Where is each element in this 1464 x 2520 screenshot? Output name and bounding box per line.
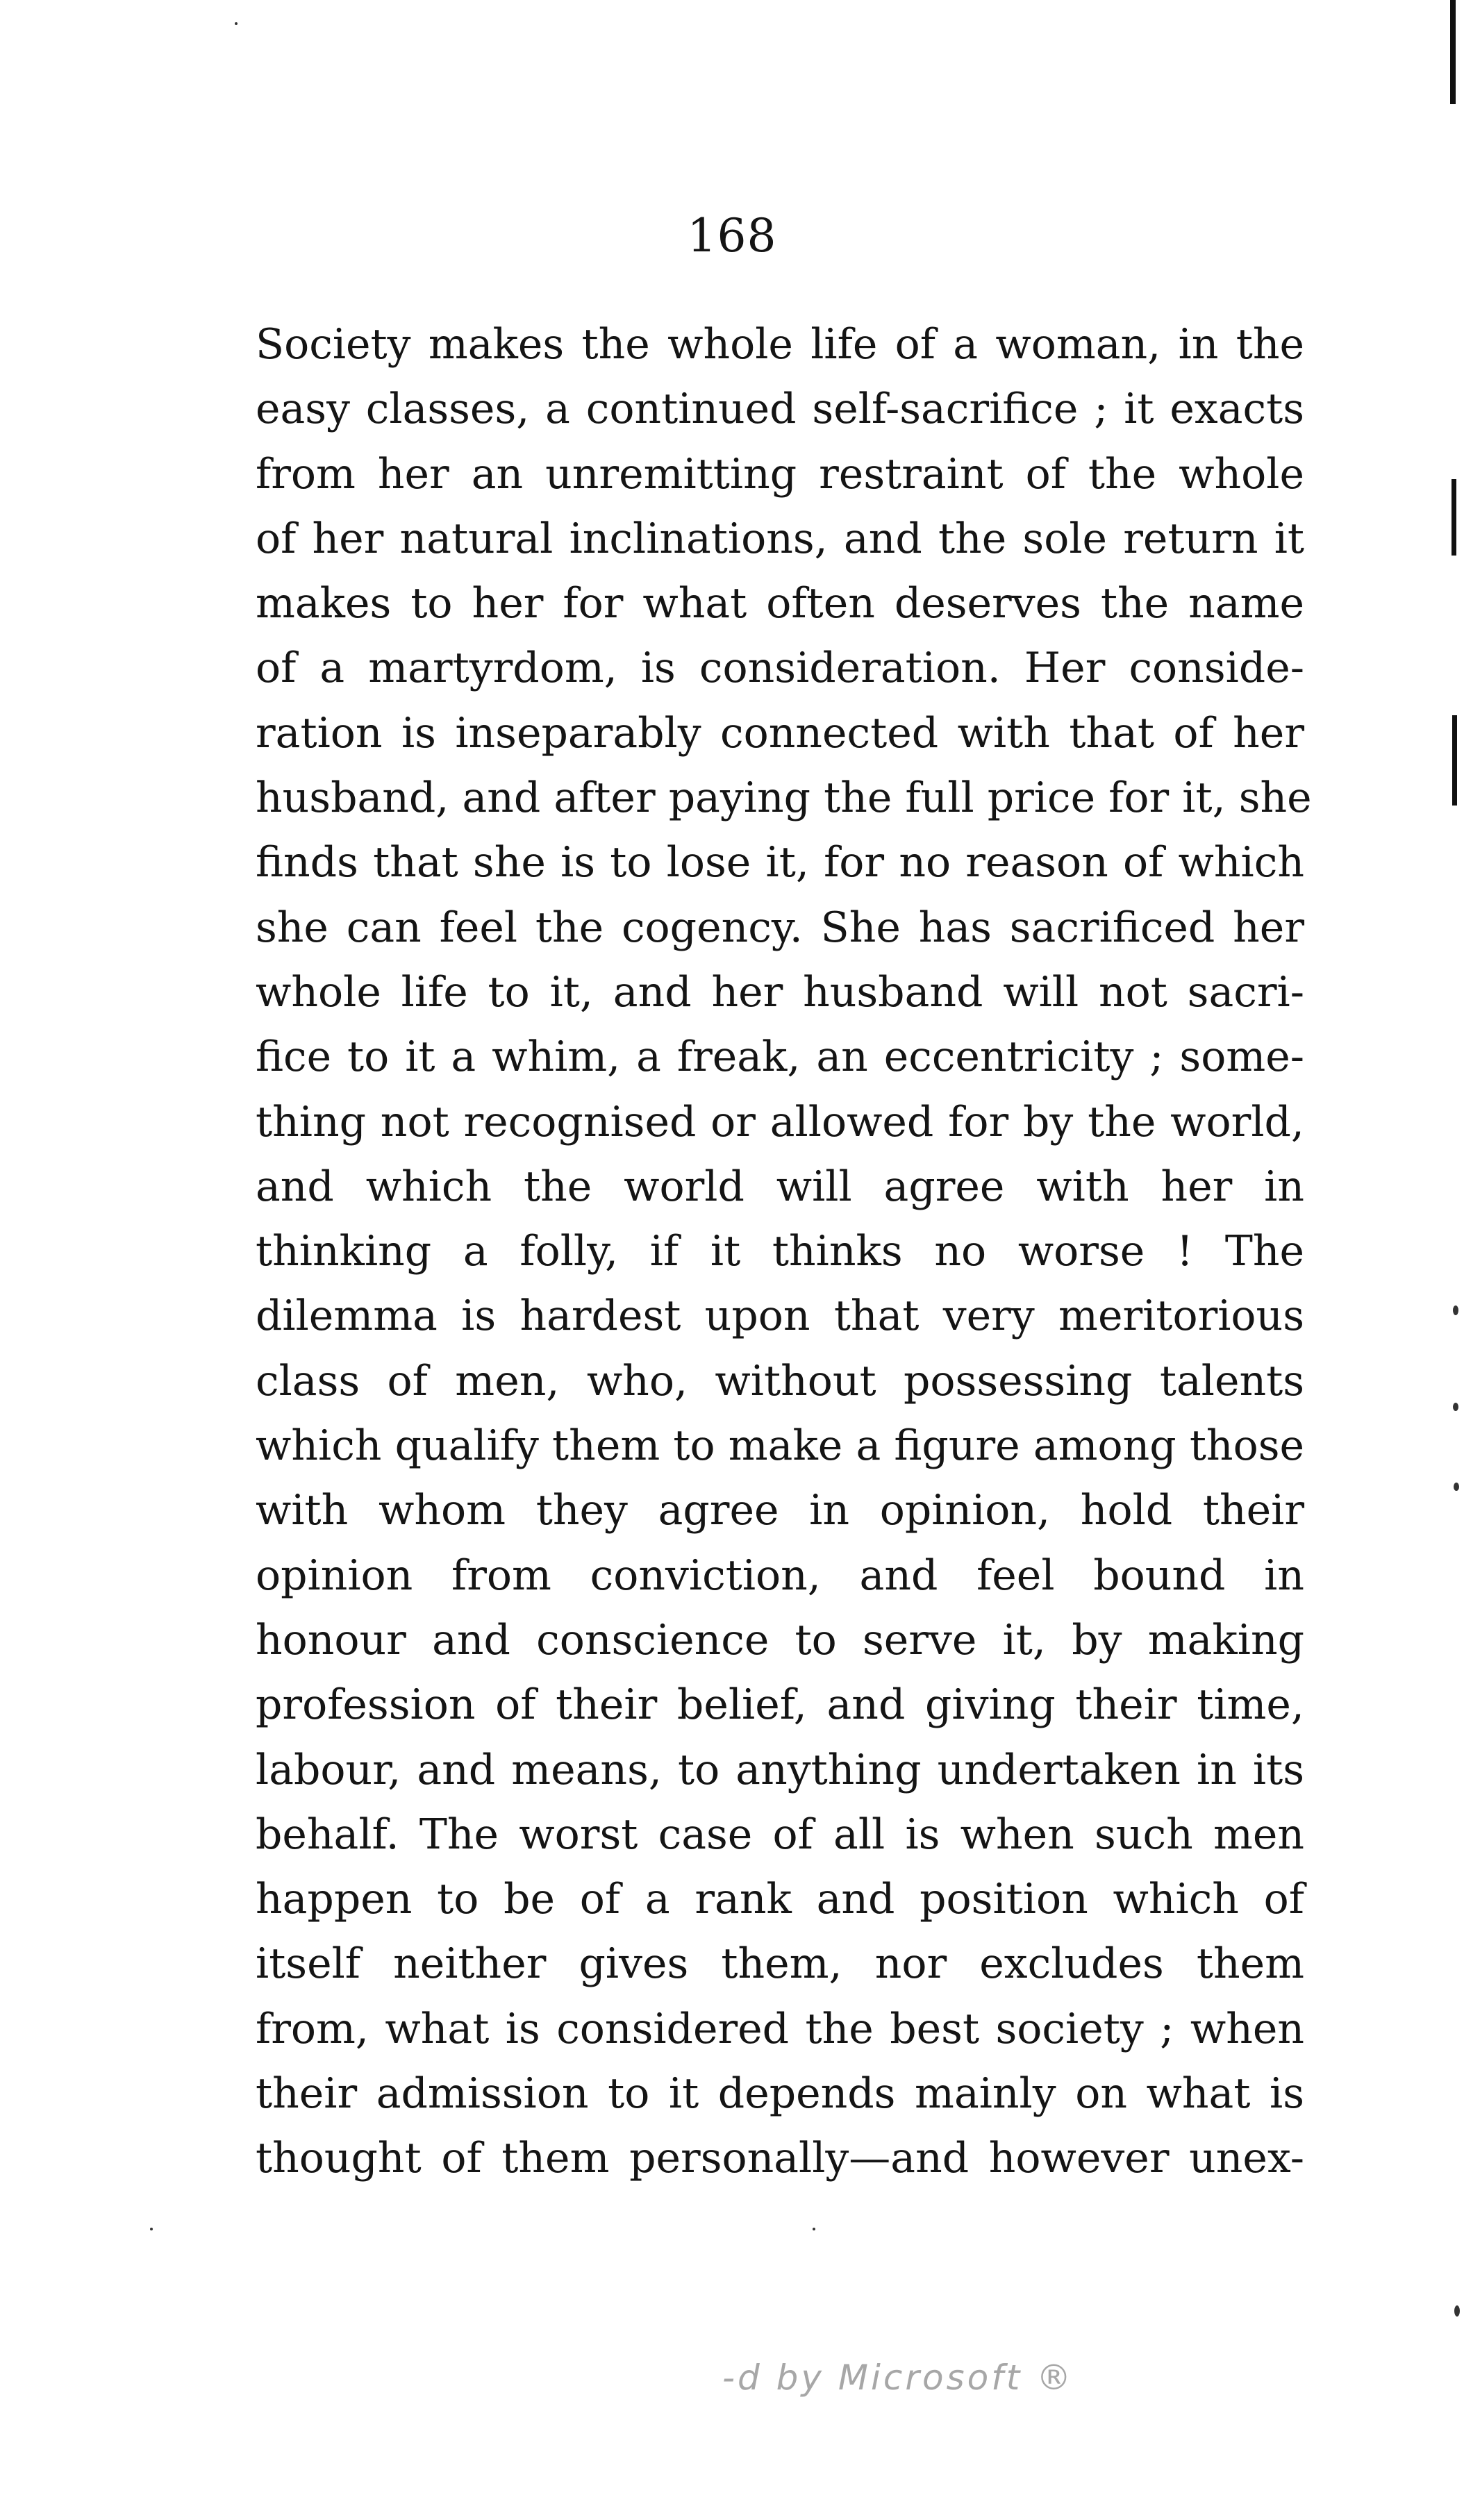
text-line: of her natural inclinations, and the sole return it <box>256 514 1304 563</box>
scan-speck <box>1454 2305 1460 2317</box>
text-line: itself neither gives them, nor excludes them <box>256 1939 1304 1989</box>
scan-speck <box>813 2228 815 2230</box>
text-line: of a martyrdom, is consideration. Her conside- <box>256 644 1304 693</box>
text-line: easy classes, a continued self-sacrifice ; it exacts <box>256 385 1304 434</box>
scan-speck <box>150 2228 153 2230</box>
scan-edge-mark <box>1450 0 1456 104</box>
scan-speck <box>235 22 238 25</box>
text-line: from her an unremitting restraint of the whole <box>256 449 1304 499</box>
text-line: finds that she is to lose it, for no reason of which <box>256 838 1304 887</box>
text-line: thought of them personally—and however unex- <box>256 2134 1304 2183</box>
text-line: thing not recognised or allowed for by the world, <box>256 1097 1304 1146</box>
text-line: happen to be of a rank and position which of <box>256 1875 1304 1924</box>
scan-edge-mark <box>1451 479 1456 556</box>
text-line: makes to her for what often deserves the name <box>256 579 1304 628</box>
text-line: Society makes the whole life of a woman, in the <box>256 320 1304 369</box>
scan-edge-mark <box>1452 715 1457 806</box>
text-line: ration is inseparably connected with that of her <box>256 708 1304 758</box>
scan-speck <box>1453 1403 1458 1411</box>
text-line: with whom they agree in opinion, hold their <box>256 1486 1304 1535</box>
text-line: from, what is considered the best society ; when <box>256 2004 1304 2053</box>
text-line: fice to it a whim, a freak, an eccentricity ; some- <box>256 1033 1304 1082</box>
text-line: their admission to it depends mainly on what is <box>256 2069 1304 2119</box>
text-line: thinking a folly, if it thinks no worse ! The <box>256 1227 1304 1276</box>
text-line: class of men, who, without possessing talents <box>256 1356 1304 1405</box>
text-line: dilemma is hardest upon that very meritorious <box>256 1292 1304 1341</box>
page-number: 168 <box>687 209 777 262</box>
text-line: opinion from conviction, and feel bound in <box>256 1551 1304 1600</box>
text-line: whole life to it, and her husband will not sacri- <box>256 967 1304 1017</box>
body-text <box>256 312 1312 2192</box>
scan-watermark: -d by Microsoft ® <box>722 2358 1074 2398</box>
text-line: which qualify them to make a figure among those <box>256 1421 1304 1471</box>
text-line: she can feel the cogency. She has sacrificed her <box>256 903 1304 952</box>
text-line: husband, and after paying the full price for it, she <box>256 774 1312 823</box>
scan-speck <box>1454 1483 1459 1491</box>
text-line: profession of their belief, and giving their time, <box>256 1680 1304 1730</box>
text-line: and which the world will agree with her in <box>256 1162 1304 1211</box>
text-line: behalf. The worst case of all is when such men <box>256 1810 1304 1859</box>
text-line: labour, and means, to anything undertaken in its <box>256 1745 1304 1794</box>
scan-speck <box>1453 1305 1458 1315</box>
text-line: honour and conscience to serve it, by making <box>256 1615 1304 1664</box>
